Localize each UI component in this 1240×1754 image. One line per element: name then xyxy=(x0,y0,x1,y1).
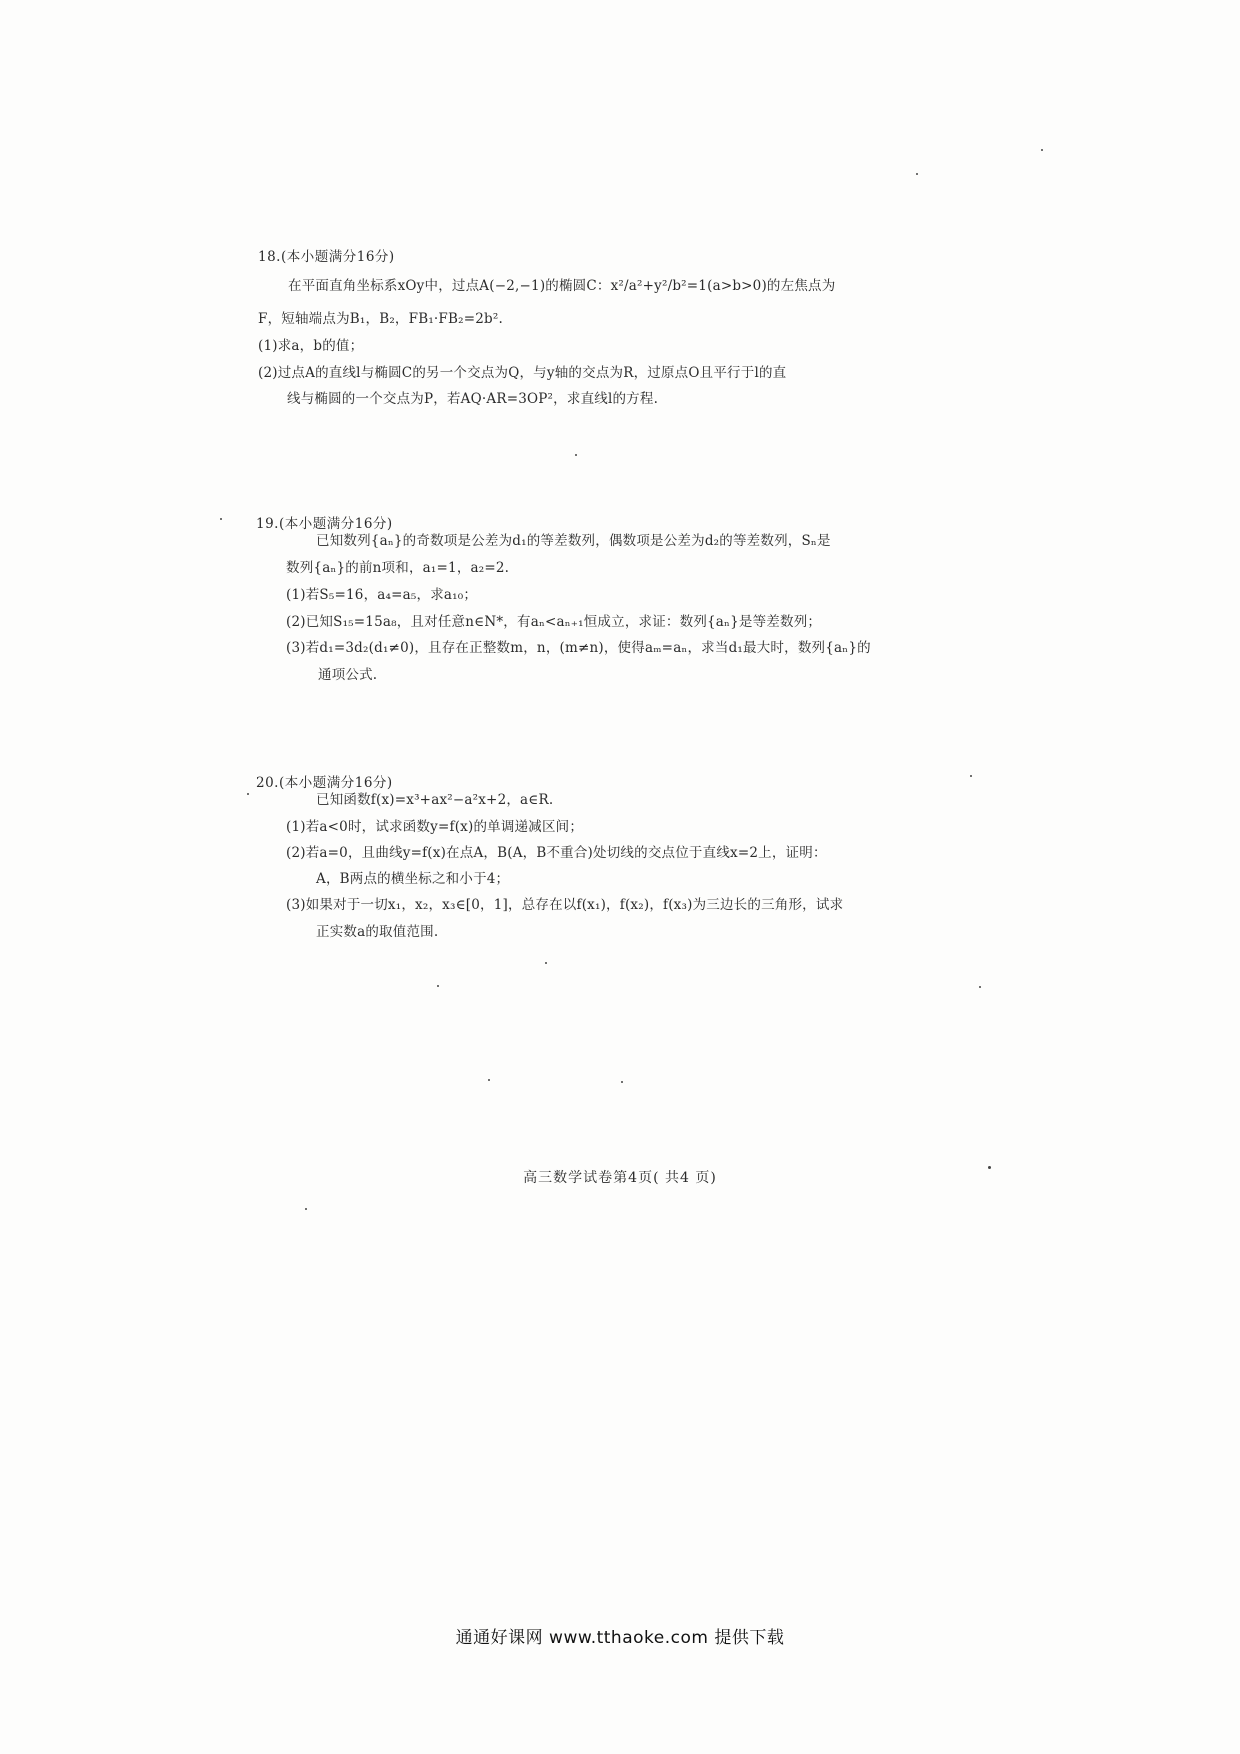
scan-speck xyxy=(988,1166,991,1169)
problem-subquestion: (2)已知S₁₅=15a₈，且对任意n∈N*，有aₙ<aₙ₊₁恒成立，求证：数列{aₙ}是等差数列； xyxy=(286,614,822,630)
scan-speck xyxy=(488,1079,490,1081)
scan-speck xyxy=(545,962,547,964)
problem-text-line: 已知数列{aₙ}的奇数项是公差为d₁的等差数列，偶数项是公差为d₂的等差数列，Sₙ是 xyxy=(316,533,831,549)
problem-subquestion: (1)若a<0时，试求函数y=f(x)的单调递减区间； xyxy=(286,819,584,835)
problem-subquestion: (1)求a，b的值； xyxy=(258,338,364,354)
problem-heading: 20.(本小题满分16分) xyxy=(256,775,393,791)
problem-subquestion: (1)若S₅=16，a₄=a₅，求a₁₀； xyxy=(286,587,478,603)
scan-speck xyxy=(621,1081,623,1083)
page-number-footer: 高三数学试卷第4页( 共4 页) xyxy=(523,1170,717,1186)
problem-subquestion: (2)若a=0，且曲线y=f(x)在点A，B(A，B不重合)处切线的交点位于直线x=2上，证明： xyxy=(286,845,827,861)
problem-text-line: 已知函数f(x)=x³+ax²−a²x+2，a∈R. xyxy=(316,792,554,808)
problem-text-line: 数列{aₙ}的前n项和，a₁=1，a₂=2. xyxy=(286,560,510,576)
scan-speck xyxy=(970,775,972,777)
problem-subquestion: (3)如果对于一切x₁，x₂，x₃∈[0，1]，总存在以f(x₁)，f(x₂)，f(x₃)为三边长的三角形，试求 xyxy=(286,897,844,913)
scan-speck xyxy=(247,793,249,795)
problem-text-line: 通项公式. xyxy=(318,667,378,683)
problem-heading: 19.(本小题满分16分) xyxy=(256,516,393,532)
problem-text-line: F，短轴端点为B₁，B₂，FB₁·FB₂=2b². xyxy=(258,311,503,327)
scan-speck xyxy=(1041,149,1043,151)
download-credit-watermark: 通通好课网 www.tthaoke.com 提供下载 xyxy=(455,1628,785,1648)
problem-subquestion: (2)过点A的直线l与椭圆C的另一个交点为Q，与y轴的交点为R，过原点O且平行于l的直 xyxy=(258,365,787,381)
problem-text-line: 线与椭圆的一个交点为P，若AQ·AR=3OP²，求直线l的方程. xyxy=(287,391,659,407)
scan-speck xyxy=(916,173,918,175)
problem-heading: 18.(本小题满分16分) xyxy=(258,249,395,265)
scan-speck xyxy=(220,518,222,520)
scan-speck xyxy=(979,986,981,988)
scan-speck xyxy=(575,454,577,456)
problem-text-line: 在平面直角坐标系xOy中，过点A(−2,−1)的椭圆C：x²/a²+y²/b²=1(a>b>0)的左焦点为 xyxy=(288,278,836,294)
problem-text-line: 正实数a的取值范围. xyxy=(316,924,439,940)
scan-speck xyxy=(305,1208,307,1210)
scan-speck xyxy=(437,985,439,987)
problem-text-line: A，B两点的横坐标之和小于4； xyxy=(316,871,510,887)
problem-subquestion: (3)若d₁=3d₂(d₁≠0)，且存在正整数m，n，(m≠n)，使得aₘ=aₙ，求当d₁最大时，数列{aₙ}的 xyxy=(286,640,871,656)
